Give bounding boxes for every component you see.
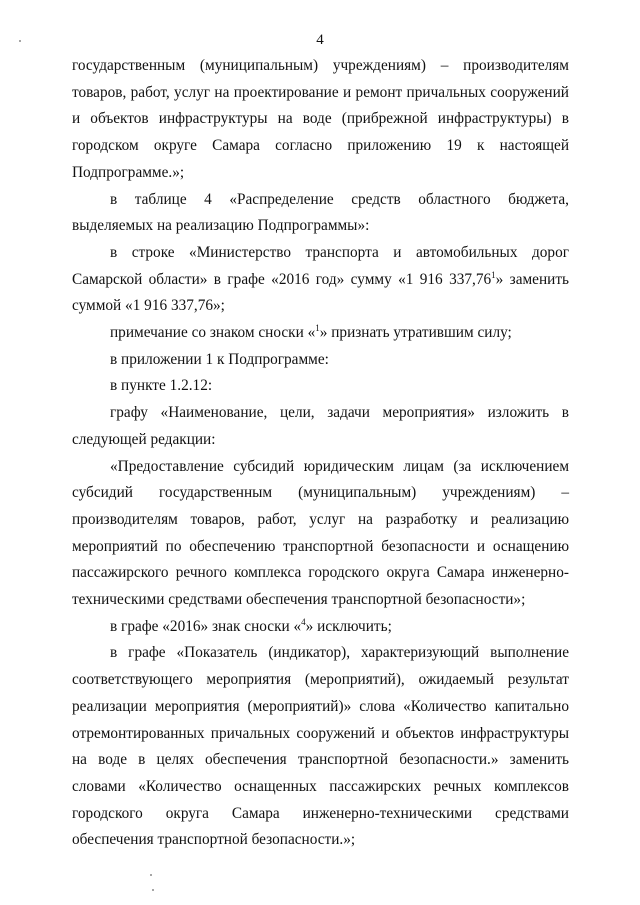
footnote-mark: 1 <box>315 323 320 334</box>
paragraph-text: в приложении 1 к Подпрограмме: <box>110 350 329 368</box>
footnote-mark: 1 <box>491 269 496 280</box>
paragraph <box>72 320 569 347</box>
paragraph-text: «Предоставление субсидий юридическим лицам (за исключением субсидий государственным (муниципальным) учреждениям) – производителям товаров, работ, услуг на разработку и реализацию мероприятий по обеспечению транспортной безопасности и оснащению пассажирского речного комплекса городского округа Самара инженерно-техническими средствами обеспечения транспортной безопасности»; <box>72 457 569 609</box>
paragraph-text: в графе «2016» знак сноски « <box>110 617 302 635</box>
paragraph-text: в графе «Показатель (индикатор), характеризующий выполнение соответствующего мероприятия (мероприятий), ожидаемый результат реализации мероприятия (мероприятий)» слова «Количество капитально отремонтированных причальных сооружений и объектов инфраструктуры на воде в целях обеспечения транспортной безопасности.» заменить словами «Количество оснащенных пассажирских речных комплексов городского округа Самара инженерно-техническими средствами обеспечения транспортной безопасности.»; <box>72 644 569 849</box>
scan-speck <box>152 889 154 891</box>
paragraph-text: в строке «Министерство транспорта и автомобильных дорог Самарской области» в графе «2016 год» сумму «1 916 337,76 <box>72 243 569 288</box>
footnote-mark: 4 <box>301 616 306 627</box>
document-body <box>72 53 569 854</box>
paragraph <box>72 187 569 240</box>
paragraph <box>72 640 569 854</box>
scan-speck <box>19 40 21 42</box>
paragraph-text: в пункте 1.2.12: <box>110 377 213 395</box>
paragraph-text: » исключить; <box>305 617 392 635</box>
paragraph <box>72 240 569 320</box>
paragraph-text: графу «Наименование, цели, задачи мероприятия» изложить в следующей редакции: <box>72 404 569 448</box>
paragraph <box>72 454 569 614</box>
paragraph-text: примечание со знаком сноски « <box>110 324 316 342</box>
paragraph-text: в таблице 4 «Распределение средств областного бюджета, выделяемых на реализацию Подпрограммы»: <box>72 190 569 235</box>
paragraph <box>72 347 569 374</box>
paragraph <box>72 373 569 400</box>
page-number: 4 <box>316 32 324 48</box>
scan-speck <box>150 874 152 876</box>
paragraph <box>72 400 569 453</box>
paragraph-text: » признать утратившим силу; <box>319 324 512 342</box>
paragraph-text: государственным (муниципальным) учреждениям) – производителям товаров, работ, услуг на проектирование и ремонт причальных сооружений и объектов инфраструктуры на воде (прибрежной инфраструктуры) в городском округе Самара согласно приложению 19 к настоящей Подпрограмме.»; <box>72 57 569 181</box>
paragraph <box>72 614 569 641</box>
paragraph <box>72 53 569 187</box>
paragraph-text: » заменить суммой «1 916 337,76»; <box>72 270 569 315</box>
